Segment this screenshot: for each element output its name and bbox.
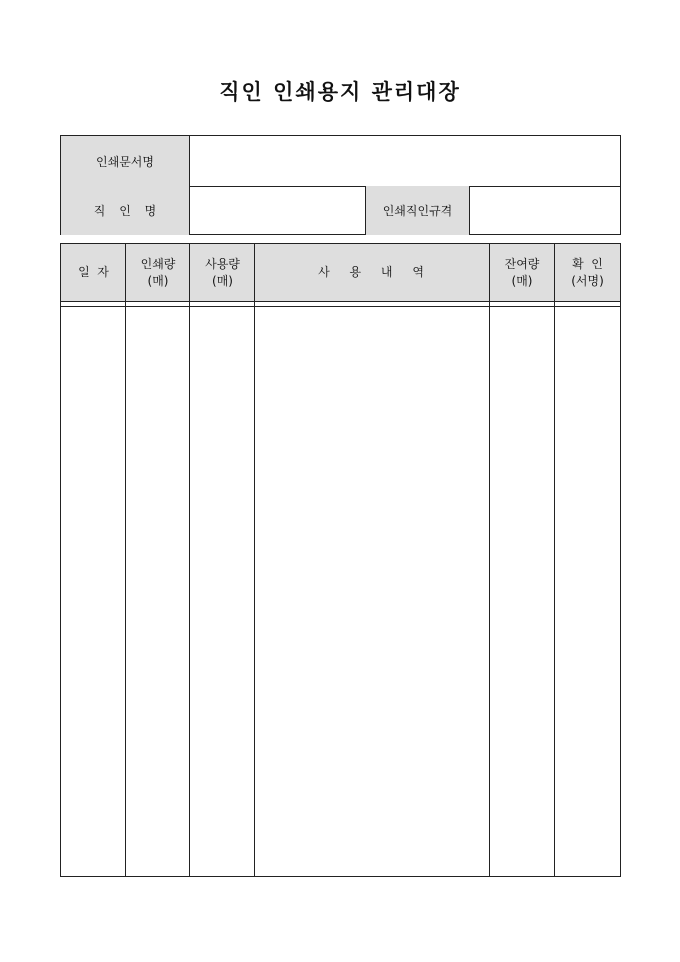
col-header-used-line2: (매) (212, 273, 233, 288)
doc-name-label: 인쇄문서명 (61, 136, 190, 186)
col-header-date-line1: 일 자 (78, 265, 109, 279)
col-header-used-line1: 사용량 (205, 256, 240, 271)
col-header-confirm (555, 244, 620, 301)
seal-name-field[interactable] (190, 186, 366, 235)
seal-name-label: 직 인 명 (61, 186, 190, 235)
seal-spec-field[interactable] (470, 186, 620, 235)
col-header-confirm-line2: (서명) (571, 273, 604, 288)
col-header-printed-line1: 인쇄량 (140, 256, 176, 271)
col-header-remaining (489, 244, 555, 301)
col-header-date (61, 244, 126, 301)
col-header-remaining-line2: (매) (511, 273, 533, 288)
col-header-confirm-line1: 확 인 (572, 256, 603, 271)
ledger-table (60, 243, 621, 877)
col-divider (554, 244, 555, 876)
col-header-remaining-line1: 잔여량 (504, 256, 540, 271)
info-row-seal (61, 186, 620, 235)
col-header-usage-details (255, 244, 489, 301)
info-table (60, 135, 621, 235)
col-divider (125, 244, 126, 876)
col-header-usage-line1: 사 용 내 역 (318, 265, 426, 279)
seal-spec-label: 인쇄직인규격 (366, 186, 470, 235)
page-title: 직인 인쇄용지 관리대장 (219, 79, 461, 104)
header-double-rule (61, 301, 620, 307)
col-header-printed-line2: (매) (147, 273, 169, 288)
doc-name-field[interactable] (190, 136, 620, 186)
col-header-used (190, 244, 255, 301)
col-divider (254, 244, 255, 876)
col-divider (189, 244, 190, 876)
info-row-doc-name (61, 136, 620, 187)
ledger-header (61, 244, 620, 301)
col-header-printed (126, 244, 190, 301)
col-divider (489, 244, 490, 876)
